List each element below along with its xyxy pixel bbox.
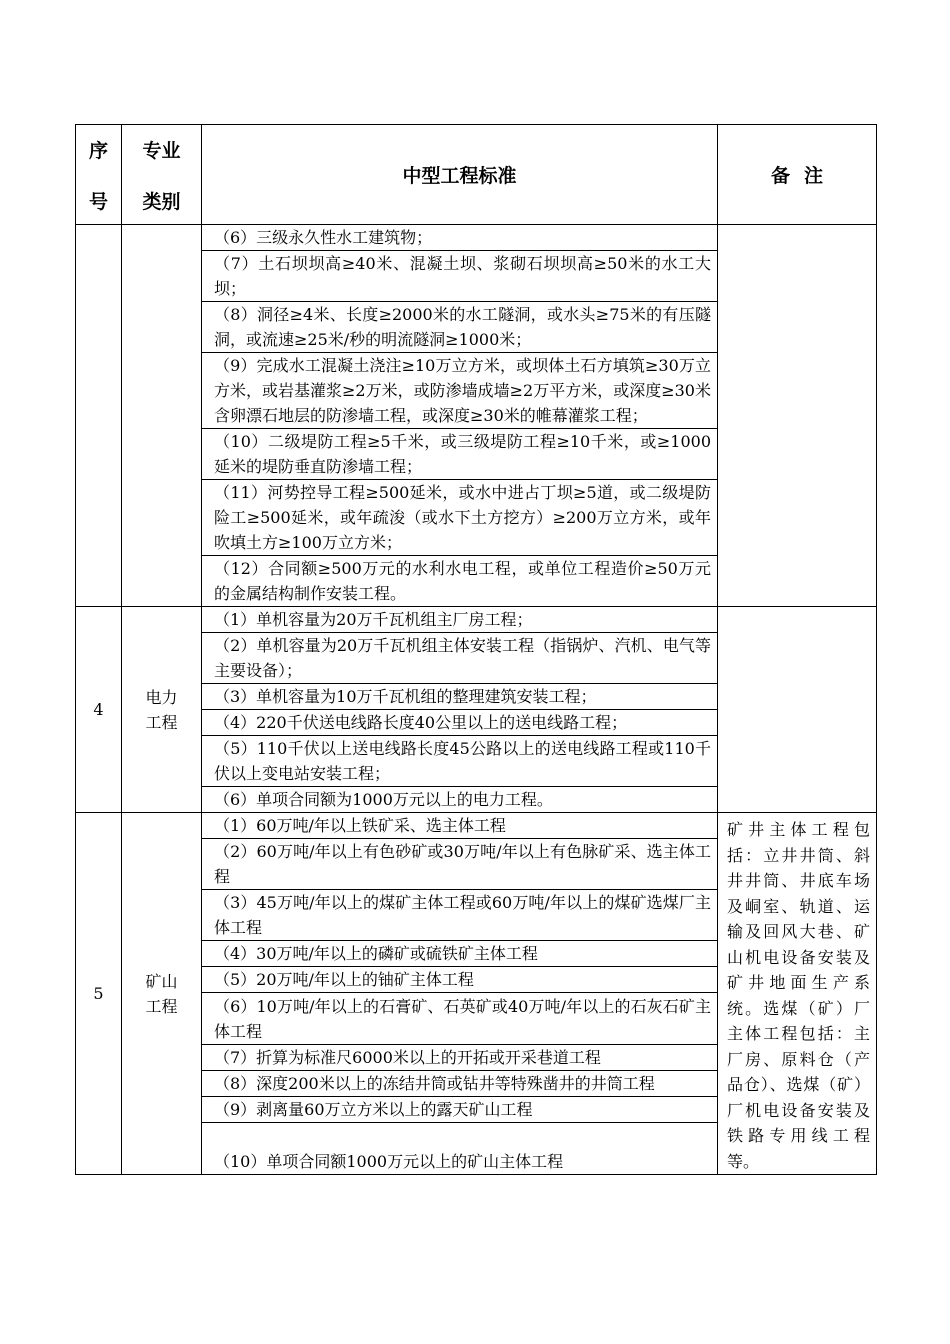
section-water-number	[76, 225, 122, 607]
criterion-item: （9）完成水工混凝土浇注≥10万立方米，或坝体土石方填筑≥30万立方米，或岩基灌浆≥2万米，或防渗墙成墙≥2万平方米，或深度≥30米含卵漂石地层的防渗墙工程，或深度≥30米的帷幕灌浆工程；	[202, 353, 718, 429]
criterion-item: （5）110千伏以上送电线路长度45公路以上的送电线路工程或110千伏以上变电站安装工程；	[202, 736, 718, 787]
criterion-item: （7）土石坝坝高≥40米、混凝土坝、浆砌石坝坝高≥50米的水工大坝；	[202, 251, 718, 302]
header-category	[122, 125, 202, 225]
header-seq-line1: 序	[88, 139, 108, 162]
table-header-row	[76, 125, 877, 225]
criterion-item: （4）30万吨/年以上的磷矿或硫铁矿主体工程	[202, 941, 718, 967]
criterion-item: （4）220千伏送电线路长度40公里以上的送电线路工程；	[202, 710, 718, 736]
criterion-item: （2）单机容量为20万千瓦机组主体安装工程（指锅炉、汽机、电气等主要设备）；	[202, 633, 718, 684]
header-seq	[76, 125, 122, 225]
criterion-item: （9）剥离量60万立方米以上的露天矿山工程	[202, 1096, 718, 1122]
table-row	[76, 607, 877, 633]
section-mining-number: 5	[76, 813, 122, 1175]
section-water-remark	[718, 225, 877, 607]
criterion-item: （2）60万吨/年以上有色砂矿或30万吨/年以上有色脉矿采、选主体工程	[202, 839, 718, 890]
criterion-item: （3）单机容量为10万千瓦机组的整理建筑安装工程；	[202, 684, 718, 710]
header-remark: 备注	[718, 125, 877, 225]
standards-table	[75, 124, 877, 1175]
section-water-category	[122, 225, 202, 607]
section-power-number: 4	[76, 607, 122, 813]
criterion-item: （8）洞径≥4米、长度≥2000米的水工隧洞，或水头≥75米的有压隧洞，或流速≥25米/秒的明流隧洞≥1000米；	[202, 302, 718, 353]
criterion-item: （6）单项合同额为1000万元以上的电力工程。	[202, 787, 718, 813]
section-power-category-text: 电力工程	[145, 687, 178, 732]
header-standard: 中型工程标准	[202, 125, 718, 225]
document-page	[75, 124, 876, 1175]
criterion-item: （10）二级堤防工程≥5千米，或三级堤防工程≥10千米，或≥1000延米的堤防垂直防渗墙工程；	[202, 429, 718, 480]
criterion-item: （6）三级永久性水工建筑物；	[202, 225, 718, 251]
section-mining-category-text: 矿山工程	[145, 971, 178, 1016]
criterion-item: （7）折算为标准尺6000米以上的开拓或开采巷道工程	[202, 1044, 718, 1070]
criterion-item: （8）深度200米以上的冻结井筒或钻井等特殊凿井的井筒工程	[202, 1070, 718, 1096]
criterion-item: （6）10万吨/年以上的石膏矿、石英矿或40万吨/年以上的石灰石矿主体工程	[202, 993, 718, 1044]
criterion-item: （1）60万吨/年以上铁矿采、选主体工程	[202, 813, 718, 839]
table-row	[76, 813, 877, 839]
section-mining-remark: 矿井主体工程包括：立井井筒、斜井井筒、井底车场及峒室、轨道、运输及回风大巷、矿山机电设备安装及矿井地面生产系统。选煤（矿）厂主体工程包括：主厂房、原料仓（产品仓）、选煤（矿）厂机电设备安装及铁路专用线工程等。	[718, 813, 877, 1175]
criterion-item: （3）45万吨/年以上的煤矿主体工程或60万吨/年以上的煤矿选煤厂主体工程	[202, 890, 718, 941]
criterion-item: （11）河势控导工程≥500延米，或水中进占丁坝≥5道，或二级堤防险工≥500延米，或年疏浚（或水下土方挖方）≥200万立方米，或年吹填土方≥100万立方米；	[202, 480, 718, 556]
criterion-item: （1）单机容量为20万千瓦机组主厂房工程；	[202, 607, 718, 633]
header-seq-line2: 号	[88, 190, 108, 213]
section-power-remark	[718, 607, 877, 813]
criterion-item: （5）20万吨/年以上的铀矿主体工程	[202, 967, 718, 993]
table-row	[76, 225, 877, 251]
header-category-line2: 类别	[142, 190, 181, 213]
section-mining-category	[122, 813, 202, 1175]
section-power-category	[122, 607, 202, 813]
criterion-item: （12）合同额≥500万元的水利水电工程，或单位工程造价≥50万元的金属结构制作安装工程。	[202, 556, 718, 607]
criterion-item: （10）单项合同额1000万元以上的矿山主体工程	[202, 1122, 718, 1174]
header-category-line1: 专业	[142, 139, 181, 162]
